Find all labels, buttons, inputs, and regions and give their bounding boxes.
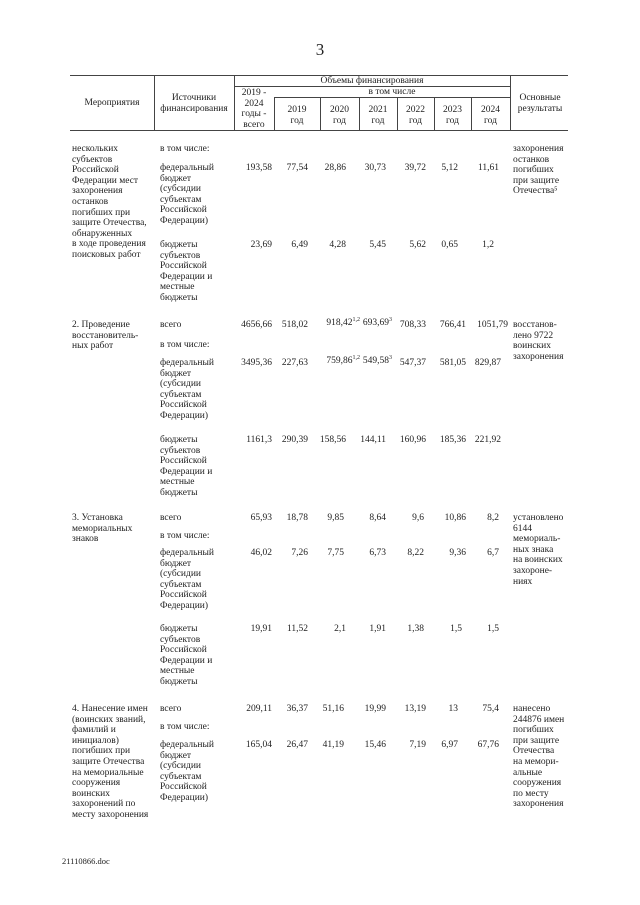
s2-reg-2021: 144,11 (360, 435, 386, 445)
s2-all-2022: 708,33 (399, 320, 426, 330)
s2-all-total: 4656,66 (241, 320, 272, 330)
header-total: 2019 - 2024 годы - всего (241, 88, 267, 130)
s3-all-2023: 10,86 (444, 513, 466, 523)
s1-reg-total: 23,69 (250, 240, 272, 250)
s3-reg-label: бюджеты субъектов Российской Федерации и местные бюджеты (160, 624, 213, 687)
s1-including: в том числе: (160, 144, 210, 154)
s3-including: в том числе: (160, 531, 210, 541)
s3-fed-2019: 7,26 (291, 548, 308, 558)
col-rule (154, 75, 155, 130)
s3-reg-total: 19,91 (250, 624, 272, 634)
header-events: Мероприятия (84, 98, 140, 108)
header-volumes: Объемы финансирования (320, 76, 424, 86)
s4-all-2019: 36,37 (286, 704, 308, 714)
s3-all-2024: 8,2 (487, 513, 499, 523)
s2-all-2020: 918,42$^{1,2}$ (326, 316, 360, 328)
s4-fed-2021: 15,46 (364, 740, 386, 750)
s2-including: в том числе: (160, 340, 210, 350)
s4-all-label: всего (160, 704, 182, 714)
s3-reg-2022: 1,38 (407, 624, 424, 634)
s1-reg-2022: 5,62 (409, 240, 426, 250)
s4-fed-total: 165,04 (245, 740, 272, 750)
s4-all-total: 209,11 (246, 704, 272, 714)
s2-fed-2019: 227,63 (281, 358, 308, 368)
header-2021: 2021 год (368, 105, 388, 126)
header-2022: 2022 год (406, 105, 425, 126)
s4-fed-2023: 6,97 (441, 740, 458, 750)
s3-reg-2020: 2,1 (334, 624, 346, 634)
s3-all-label: всего (160, 513, 182, 523)
s1-event: нескольких субъектов Российской Федерации мест захоронения останков погибших при защите Отечества, обнаруженных в ходе проведения поисковых работ (72, 144, 147, 260)
s3-fed-total: 46,02 (250, 548, 272, 558)
col-rule (434, 97, 435, 130)
s1-fed-2021: 30,73 (364, 163, 386, 173)
col-rule (320, 97, 321, 130)
s4-including: в том числе: (160, 722, 210, 732)
s4-result: нанесено 244876 имен погибших при защите Отечества на мемори- альные сооружения по месту захоронения (513, 704, 565, 810)
s2-all-2023: 766,41 (439, 320, 466, 330)
s1-reg-label: бюджеты субъектов Российской Федерации и местные бюджеты (160, 240, 213, 303)
footer-filename: 21110866.doc (62, 856, 110, 866)
s4-fed-2024: 67,76 (477, 740, 499, 750)
s3-fed-2024: 6,7 (487, 548, 499, 558)
s2-reg-2023: 185,36 (439, 435, 466, 445)
s2-result: восстанов- лено 9722 воинских захоронения (513, 320, 564, 362)
s2-all-label: всего (160, 320, 182, 330)
s2-all-2021: 693,69$^3$ (362, 316, 392, 328)
s3-all-total: 65,93 (250, 513, 272, 523)
s2-reg-2024: 221,92 (474, 435, 501, 445)
s2-fed-2022: 547,37 (399, 358, 426, 368)
col-rule (397, 97, 398, 130)
s1-result: захоронения останков погибших при защите Отечества⁵ (513, 144, 564, 197)
col-rule (471, 97, 472, 130)
s3-result: установлено 6144 мемориаль- ных знака на воинских захороне- ниях (513, 513, 564, 587)
s2-reg-label: бюджеты субъектов Российской Федерации и местные бюджеты (160, 435, 213, 498)
s4-all-2023: 13 (448, 704, 458, 714)
s2-fed-2021: 549,58$^3$ (362, 354, 392, 366)
s4-fed-2022: 7,19 (409, 740, 426, 750)
s1-fed-2020: 28,86 (324, 163, 346, 173)
s3-all-2021: 8,64 (369, 513, 386, 523)
col-rule (359, 97, 360, 130)
s3-reg-2023: 1,5 (450, 624, 462, 634)
s2-reg-2019: 290,39 (281, 435, 308, 445)
s3-fed-2022: 8,22 (407, 548, 424, 558)
page-number: 3 (315, 40, 325, 59)
header-2023: 2023 год (443, 105, 462, 126)
s4-fed-2019: 26,47 (286, 740, 308, 750)
s2-all-2024: 1051,79 (477, 320, 508, 330)
s1-fed-2024: 11,61 (477, 163, 499, 173)
header-including: в том числе (368, 87, 416, 97)
s3-fed-2021: 6,73 (369, 548, 386, 558)
s3-event: 3. Установка мемориальных знаков (72, 513, 133, 545)
header-sources: Источники финансирования (160, 93, 228, 114)
s1-reg-2021: 5,45 (369, 240, 386, 250)
s1-fed-2023: 5,12 (441, 163, 458, 173)
header-bottom-rule (70, 130, 568, 131)
s2-reg-2022: 160,96 (399, 435, 426, 445)
s2-fed-2023: 581,05 (439, 358, 466, 368)
s2-all-2019: 518,02 (281, 320, 308, 330)
s4-fed-label: федеральный бюджет (субсидии субъектам Российской Федерации) (160, 740, 214, 803)
s4-all-2024: 75,4 (482, 704, 499, 714)
s1-reg-2023: 0,65 (441, 240, 458, 250)
s1-fed-2022: 39,72 (404, 163, 426, 173)
s4-all-2021: 19,99 (364, 704, 386, 714)
header-2019: 2019 год (287, 105, 307, 126)
s3-all-2019: 18,78 (286, 513, 308, 523)
s1-reg-2019: 6,49 (291, 240, 308, 250)
s4-all-2020: 51,16 (322, 704, 344, 714)
s3-all-2020: 9,85 (327, 513, 344, 523)
s3-reg-2019: 11,52 (286, 624, 308, 634)
s1-reg-2020: 4,28 (329, 240, 346, 250)
s1-reg-2024: 1,2 (482, 240, 494, 250)
s3-fed-label: федеральный бюджет (субсидии субъектам Российской Федерации) (160, 548, 214, 611)
s3-reg-2024: 1,5 (487, 624, 499, 634)
s4-all-2022: 13,19 (404, 704, 426, 714)
s3-all-2022: 9,6 (412, 513, 424, 523)
col-rule (274, 97, 275, 130)
s2-fed-label: федеральный бюджет (субсидии субъектам Российской Федерации) (160, 358, 214, 421)
header-2024: 2024 год (481, 105, 500, 126)
header-results: Основные результаты (517, 93, 563, 114)
s4-event: 4. Нанесение имен (воинских званий, фамилий и инициалов) погибших при защите Отечества на мемориальные сооружения воинских захоронений по месту захоронения (72, 704, 149, 820)
col-rule (510, 75, 511, 130)
s1-fed-total: 193,58 (245, 163, 272, 173)
s2-event: 2. Проведение восстановитель- ных работ (72, 320, 139, 352)
col-rule (234, 75, 235, 130)
s3-reg-2021: 1,91 (369, 624, 386, 634)
s2-fed-2024: 829,87 (474, 358, 501, 368)
s3-fed-2023: 9,36 (449, 548, 466, 558)
s2-fed-2020: 759,86$^{1,2}$ (326, 354, 360, 366)
s4-fed-2020: 41,19 (322, 740, 344, 750)
s1-fed-2019: 77,54 (286, 163, 308, 173)
s2-reg-total: 1161,3 (246, 435, 272, 445)
s3-fed-2020: 7,75 (327, 548, 344, 558)
s2-fed-total: 3495,36 (241, 358, 272, 368)
s2-reg-2020: 158,56 (319, 435, 346, 445)
s1-fed-label: федеральный бюджет (субсидии субъектам Российской Федерации) (160, 163, 214, 226)
header-2020: 2020 год (330, 105, 349, 126)
